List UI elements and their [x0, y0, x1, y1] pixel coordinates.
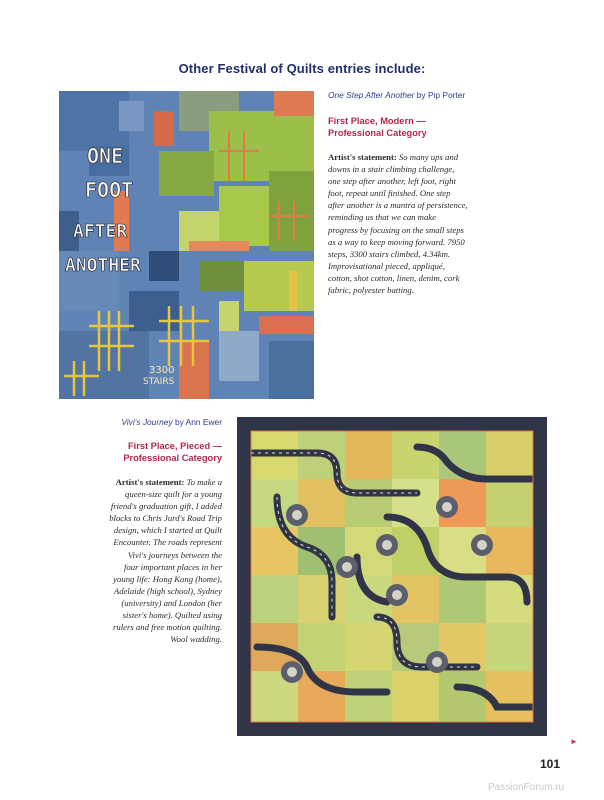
- entry-one-author: by Pip Porter: [416, 90, 466, 100]
- entry-two-award: [82, 440, 222, 464]
- statement-line: So many ups and: [398, 152, 459, 162]
- statement-line: downs in a stair climbing challenge,: [328, 164, 455, 175]
- entry-two-award-line1: First Place, Pieced —: [127, 441, 222, 451]
- quilt1-stairs-label: STAIRS: [143, 377, 175, 387]
- entry-one-award: [328, 115, 488, 139]
- statement-line: Adelaide (high school), Sydney: [113, 585, 222, 596]
- statement-line: reminding us that we can make: [328, 212, 437, 223]
- entry-one-statement: [328, 151, 488, 296]
- statement-line: cotton, shot cotton, linen, denim, cork: [328, 272, 460, 283]
- quilt1-word-after: AFTER: [73, 221, 128, 242]
- statement-line: friend's graduation gift, I added: [110, 501, 222, 512]
- statement-line: fabric, polyester batting.: [328, 285, 414, 296]
- statement-line: blocks to Chris Jurd's Road Trip: [109, 513, 222, 524]
- statement-line: Vivi's journeys between the: [127, 549, 222, 560]
- entry-two-title: Vivi's Journey: [121, 417, 173, 427]
- quilt1-stairs-number: 3300: [149, 365, 175, 376]
- quilt1-word-one: ONE: [87, 144, 124, 168]
- statement-line: progress by focusing on the small steps: [328, 224, 464, 235]
- statement-line: Encounter. The roads represent: [113, 537, 222, 548]
- statement-line: four important places in her: [124, 561, 222, 572]
- statement-line: Improvisational pieced, appliqué,: [328, 260, 445, 271]
- entry-two-award-line2: Professional Category: [123, 453, 222, 463]
- entry-one-caption: [328, 89, 488, 101]
- quilt1-word-foot: FOOT: [85, 178, 134, 202]
- entry-one-text: [328, 89, 488, 296]
- watermark: PassionForum.ru: [488, 782, 565, 793]
- entry-two-statement-label: Artist's statement:: [115, 477, 185, 487]
- entry-one-award-line2: Professional Category: [328, 128, 427, 138]
- entry-one-award-line1: First Place, Modern —: [328, 116, 426, 126]
- statement-line: one step after another, left foot, right: [328, 176, 456, 187]
- page-arrow-icon: ►: [570, 737, 578, 746]
- entry-two-author: by Ann Ewer: [174, 417, 222, 427]
- statement-line: (university) and London (her: [121, 597, 222, 608]
- entry-two-caption: [82, 416, 222, 428]
- statement-line: sister's home). Quilted using: [122, 610, 222, 621]
- statement-line: To make a: [186, 477, 222, 487]
- statement-line: foot, repeat until finished. One step: [328, 188, 451, 199]
- quilt1-word-another: ANOTHER: [65, 255, 141, 276]
- statement-line: rulers and free motion quilting.: [113, 622, 222, 633]
- statement-line: steps, 3300 stairs climbed, 4.34km.: [328, 248, 451, 259]
- statement-line: Wool wadding.: [170, 634, 222, 645]
- entry-one-statement-label: Artist's statement:: [328, 152, 397, 162]
- entry-two-text: [82, 416, 222, 645]
- page-number: 101: [540, 757, 561, 771]
- quilt-photo-vivis-journey: [237, 417, 547, 736]
- entry-two-statement: [82, 476, 222, 645]
- statement-line: young life: Hong Kong (home),: [113, 573, 222, 584]
- statement-line: queen-size quilt for a young: [125, 489, 222, 500]
- entry-one-title: One Step After Another: [328, 90, 415, 100]
- page-heading: Other Festival of Quilts entries include:: [178, 61, 426, 76]
- quilt-photo-one-step-after-another: [59, 91, 314, 399]
- statement-line: design, which I started at Quilt: [113, 525, 222, 536]
- statement-line: after another is a mantra of persistence,: [328, 200, 468, 211]
- statement-line: as a way to keep moving forward. 7950: [328, 236, 465, 247]
